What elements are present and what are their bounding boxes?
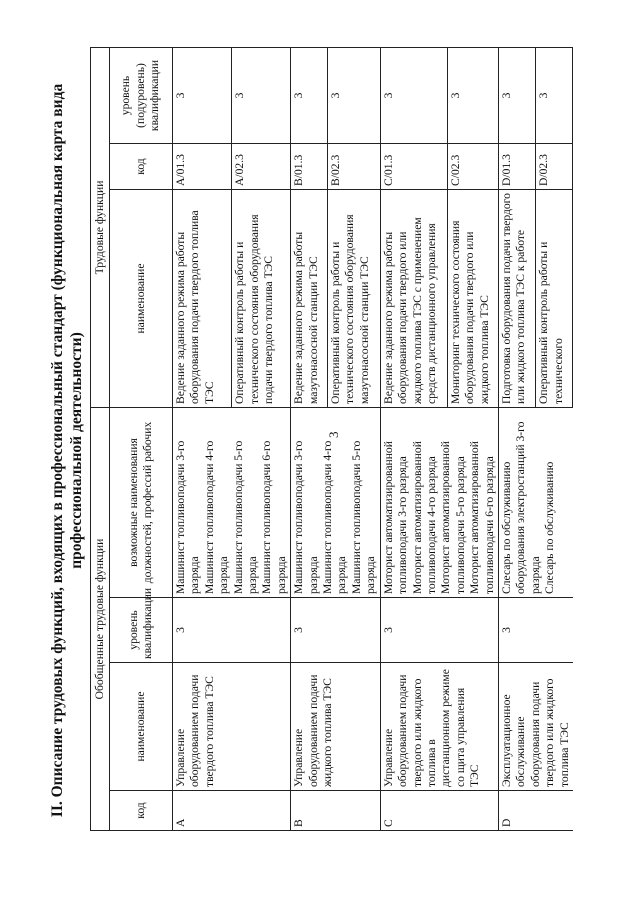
tf-level: 3 xyxy=(327,48,380,144)
tf-code: C/02.3 xyxy=(447,144,498,190)
column-header-tf-code: код xyxy=(110,144,173,190)
column-header-level: уровень квалификации xyxy=(110,598,173,663)
table-row xyxy=(291,48,327,831)
column-header-tf-level: уровень (подуровень) квалификации xyxy=(110,48,173,144)
position-item: Моторист автоматизированной топливоподачи 3-го разряда xyxy=(381,441,410,594)
tf-code: B/01.3 xyxy=(291,144,327,190)
position-item: Машинист топливоподачи 5-го разряда xyxy=(349,440,378,594)
section-heading xyxy=(48,0,86,901)
tf-level: 3 xyxy=(291,48,327,144)
tf-name: Оперативный контроль работы и технического состояния оборудования мазутонасосной станции ТЭС xyxy=(327,190,380,408)
gtf-level: 3 xyxy=(291,598,380,663)
column-header-name: наименование xyxy=(110,663,173,791)
gtf-name: Эксплуатационное обслуживание оборудования подачи твердого или жидкого топлива ТЭС xyxy=(498,663,573,791)
functional-map-table xyxy=(90,47,573,831)
gtf-name: Управление оборудованием подачи жидкого топлива ТЭС xyxy=(291,663,380,791)
tf-name: Оперативный контроль работы и технического xyxy=(536,190,573,408)
gtf-positions xyxy=(380,408,498,598)
tf-level: 3 xyxy=(173,48,232,144)
position-item: Моторист автоматизированной топливоподачи 4-го разряда xyxy=(410,441,438,594)
gtf-level: 3 xyxy=(173,598,291,663)
tf-code: D/02.3 xyxy=(536,144,573,190)
tf-code: C/01.3 xyxy=(380,144,447,190)
tf-code: B/02.3 xyxy=(327,144,380,190)
tf-level: 3 xyxy=(498,48,535,144)
tf-level: 3 xyxy=(232,48,291,144)
table-row xyxy=(380,48,447,831)
tf-level: 3 xyxy=(380,48,447,144)
tf-name: Подготовка оборудования подачи твердого или жидкого топлива ТЭС к работе xyxy=(498,190,535,408)
gtf-name: Управление оборудованием подачи твердого топлива ТЭС xyxy=(173,663,291,791)
position-item: Слесарь по обслуживанию xyxy=(543,461,557,594)
position-item: Машинист топливоподачи 3-го разряда xyxy=(292,440,320,594)
gtf-level: 3 xyxy=(380,598,498,663)
heading-line-2: профессиональной деятельности) xyxy=(68,332,85,569)
column-header-code: код xyxy=(110,791,173,831)
gtf-positions xyxy=(291,408,380,598)
position-item: Машинист топливоподачи 6-го разряда xyxy=(260,440,288,594)
position-item: Моторист автоматизированной топливоподачи 5-го разряда xyxy=(439,441,467,594)
tf-code: A/01.3 xyxy=(173,144,232,190)
column-header-positions: возможные наименования должностей, профессий рабочих xyxy=(110,408,173,598)
gtf-code: B xyxy=(291,791,380,831)
gtf-code: A xyxy=(173,791,291,831)
page-number: 3 xyxy=(326,431,341,438)
position-item: Слесарь по обслуживанию оборудования электростанций 3-го разряда xyxy=(499,421,542,594)
tf-level: 3 xyxy=(536,48,573,144)
gtf-code: C xyxy=(380,791,498,831)
generalized-functions-header: Обобщенные трудовые функции xyxy=(91,408,110,831)
table-row xyxy=(498,48,535,831)
position-item: Машинист топливоподачи 4-го разряда xyxy=(202,440,231,594)
tf-code: A/02.3 xyxy=(232,144,291,190)
position-item: Машинист топливоподачи 3-го разряда xyxy=(174,440,202,594)
labor-functions-header: Трудовые функции xyxy=(91,48,110,408)
tf-name: Ведение заданного режима работы оборудования подачи твердого или жидкого топлива ТЭС с применением средств дистанционного управления xyxy=(380,190,447,408)
heading-line-1: II. Описание трудовых функций, входящих в профессиональный стандарт (функциональная карта вида xyxy=(49,83,66,818)
gtf-positions xyxy=(173,408,291,598)
position-item: Машинист топливоподачи 5-го разряда xyxy=(231,440,260,594)
tf-level: 3 xyxy=(447,48,498,144)
gtf-name: Управление оборудованием подачи твердого или жидкого топлива в дистанционном режиме со щита управления ТЭС xyxy=(380,663,498,791)
table-row xyxy=(173,48,232,831)
tf-name: Ведение заданного режима работы мазутонасосной станции ТЭС xyxy=(291,190,327,408)
tf-name: Ведение заданного режима работы оборудования подачи твердого топлива ТЭС xyxy=(173,190,232,408)
position-item: Моторист автоматизированной топливоподачи 6-го разряда xyxy=(468,441,496,594)
gtf-level: 3 xyxy=(498,598,573,663)
gtf-code: D xyxy=(498,791,573,831)
tf-name: Мониторинг технического состояния оборудования подачи твердого или жидкого топлива ТЭС xyxy=(447,190,498,408)
tf-code: D/01.3 xyxy=(498,144,535,190)
position-item: Машинист топливоподачи 4-го разряда xyxy=(321,440,349,594)
tf-name: Оперативный контроль работы и технического состояния оборудования подачи твердого топлива ТЭС xyxy=(232,190,291,408)
column-header-tf-name: наименование xyxy=(110,190,173,408)
gtf-positions xyxy=(498,408,573,598)
